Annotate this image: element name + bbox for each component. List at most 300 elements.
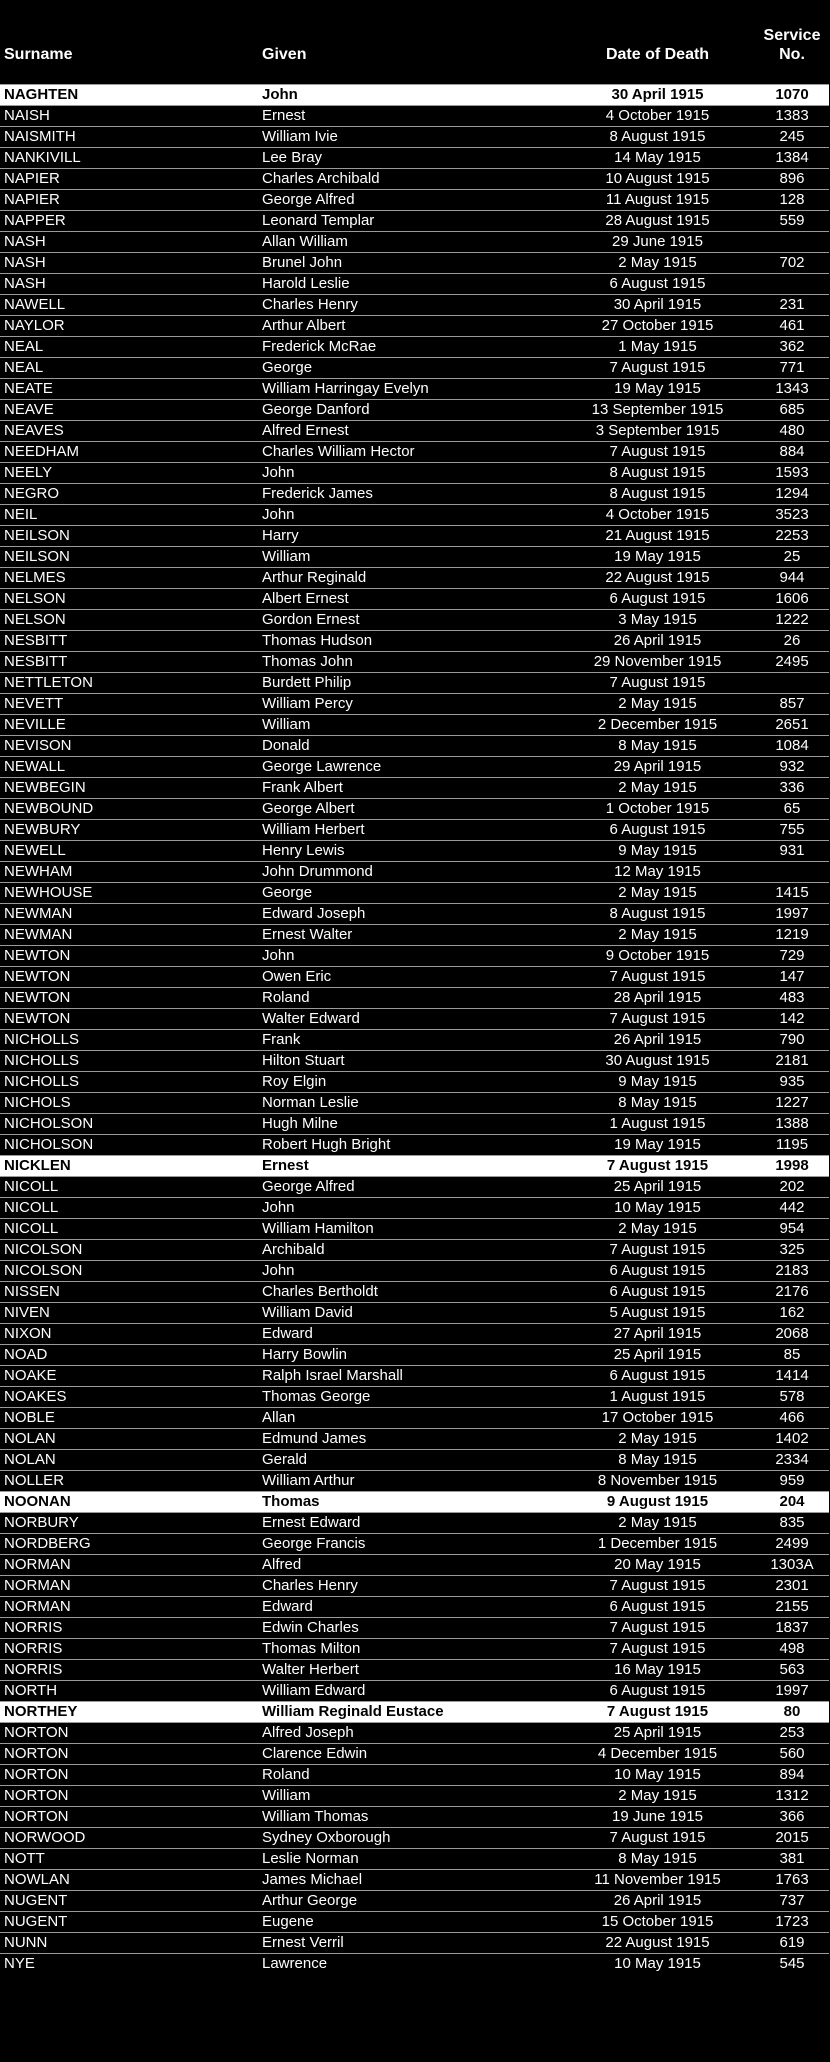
cell-date-of-death: 8 August 1915 (609, 485, 706, 502)
cell-surname: NISSEN (4, 1283, 60, 1300)
table-row (0, 778, 829, 799)
cell-surname: NUNN (4, 1934, 48, 1951)
cell-date-of-death: 27 April 1915 (613, 1325, 702, 1342)
cell-given: Albert Ernest (262, 590, 349, 607)
cell-surname: NASH (4, 254, 46, 271)
cell-surname: NORTON (4, 1766, 69, 1783)
cell-service-no: 755 (779, 821, 805, 838)
cell-service-no: 545 (779, 1955, 805, 1973)
cell-service-no: 381 (779, 1850, 805, 1867)
cell-date-of-death: 19 May 1915 (614, 380, 701, 397)
cell-date-of-death: 9 May 1915 (618, 842, 697, 859)
cell-surname: NEWALL (4, 758, 66, 775)
table-row (0, 1576, 829, 1597)
table-row (0, 1408, 829, 1429)
cell-service-no: 835 (779, 1514, 805, 1531)
table-row (0, 106, 829, 127)
cell-given: Roland (262, 989, 310, 1006)
cell-surname: NOLAN (4, 1451, 56, 1468)
cell-given: George (262, 359, 313, 376)
cell-given: George Lawrence (262, 758, 382, 775)
cell-given: Edward (262, 1325, 313, 1342)
cell-date-of-death: 2 May 1915 (618, 779, 697, 796)
cell-surname: NICOLSON (4, 1241, 83, 1258)
table-row (0, 400, 829, 421)
cell-service-no: 204 (755, 1492, 829, 1513)
cell-service-no: 480 (779, 422, 805, 439)
cell-surname: NORTON (4, 1724, 69, 1741)
table-row (0, 232, 829, 253)
cell-given: Charles William Hector (262, 443, 415, 460)
table-row (0, 1702, 829, 1723)
cell-given: George Alfred (262, 1178, 355, 1195)
cell-date-of-death: 10 May 1915 (614, 1955, 701, 1973)
cell-given: Lawrence (262, 1955, 328, 1973)
table-row (0, 1072, 829, 1093)
cell-given: William Hamilton (262, 1220, 374, 1237)
cell-service-no: 65 (783, 800, 801, 817)
cell-given: William (262, 716, 311, 733)
cell-service-no: 1402 (775, 1430, 809, 1447)
cell-surname: NESBITT (4, 632, 68, 649)
cell-service-no: 1606 (775, 590, 809, 607)
table-row (0, 1051, 829, 1072)
cell-date-of-death: 6 August 1915 (609, 590, 706, 607)
cell-date-of-death: 28 April 1915 (613, 989, 702, 1006)
cell-date-of-death: 17 October 1915 (601, 1409, 714, 1426)
cell-service-no: 142 (779, 1010, 805, 1027)
cell-service-no (755, 232, 829, 253)
cell-date-of-death: 29 June 1915 (612, 233, 703, 250)
table-row (0, 673, 829, 694)
table-row (0, 589, 829, 610)
cell-surname: NOWLAN (4, 1871, 70, 1888)
cell-service-no: 253 (779, 1724, 805, 1741)
table-row (0, 442, 829, 463)
cell-service-no: 1070 (755, 85, 829, 106)
table-row (0, 421, 829, 442)
table-row (0, 1240, 829, 1261)
cell-date-of-death: 26 April 1915 (613, 1892, 702, 1909)
cell-surname: NEILSON (4, 527, 70, 544)
table-row (0, 1114, 829, 1135)
cell-date-of-death: 8 May 1915 (618, 1850, 697, 1867)
table-row (0, 127, 829, 148)
table-row (0, 1156, 829, 1177)
cell-surname: NORTON (4, 1745, 69, 1762)
cell-given: William Herbert (262, 821, 365, 838)
cell-given: John Drummond (262, 863, 373, 880)
table-row (0, 1198, 829, 1219)
table-row (0, 883, 829, 904)
cell-date-of-death: 7 August 1915 (609, 1577, 706, 1594)
cell-surname: NOBLE (4, 1409, 55, 1426)
table-row (0, 1534, 829, 1555)
cell-date-of-death: 2 May 1915 (618, 926, 697, 943)
cell-date-of-death: 30 April 1915 (613, 296, 702, 313)
cell-date-of-death: 7 August 1915 (560, 1156, 755, 1177)
cell-given: Roy Elgin (262, 1073, 327, 1090)
table-row (0, 1429, 829, 1450)
cell-date-of-death: 10 May 1915 (614, 1199, 701, 1216)
cell-given: William (262, 1787, 311, 1804)
cell-date-of-death: 1 May 1915 (618, 338, 697, 355)
cell-surname: NICHOLLS (4, 1052, 80, 1069)
cell-date-of-death: 25 April 1915 (613, 1724, 702, 1741)
cell-surname: NELMES (4, 569, 66, 586)
cell-surname: NORMAN (4, 1556, 71, 1573)
cell-surname: NOTT (4, 1850, 45, 1867)
cell-given: Donald (262, 737, 310, 754)
cell-given: William David (262, 1304, 353, 1321)
cell-date-of-death: 1 December 1915 (597, 1535, 718, 1552)
cell-given: John (262, 464, 295, 481)
cell-given: William Harringay Evelyn (262, 380, 429, 397)
cell-date-of-death: 2 May 1915 (618, 1220, 697, 1237)
cell-service-no: 2176 (775, 1283, 809, 1300)
cell-surname: NORWOOD (4, 1829, 86, 1846)
cell-surname: NOLLER (4, 1472, 65, 1489)
cell-date-of-death: 27 October 1915 (601, 317, 714, 334)
table-row (0, 1093, 829, 1114)
cell-service-no: 162 (779, 1304, 805, 1321)
cell-given: Frank Albert (262, 779, 343, 796)
cell-given: Harry (262, 527, 299, 544)
cell-surname: NAPPER (4, 212, 66, 229)
cell-surname: NASH (4, 275, 46, 292)
cell-service-no: 578 (779, 1388, 805, 1405)
cell-service-no: 2334 (775, 1451, 809, 1468)
cell-date-of-death: 2 May 1915 (618, 1787, 697, 1804)
cell-given: Charles Henry (262, 1577, 358, 1594)
cell-surname: NEVILLE (4, 716, 66, 733)
cell-date-of-death: 6 August 1915 (609, 1598, 706, 1615)
cell-given: John (262, 947, 295, 964)
cell-given: Sydney Oxborough (262, 1829, 391, 1846)
cell-date-of-death: 8 August 1915 (609, 128, 706, 145)
cell-service-no: 931 (779, 842, 805, 859)
cell-surname: NORTON (4, 1787, 69, 1804)
table-row (0, 484, 829, 505)
cell-surname: NEELY (4, 464, 53, 481)
cell-service-no: 3523 (775, 506, 809, 523)
cell-service-no: 498 (779, 1640, 805, 1657)
cell-surname: NEVISON (4, 737, 72, 754)
cell-date-of-death: 7 August 1915 (609, 1640, 706, 1657)
cell-given: Harry Bowlin (262, 1346, 348, 1363)
table-row (0, 1366, 829, 1387)
cell-date-of-death: 8 May 1915 (618, 1451, 697, 1468)
cell-date-of-death: 26 April 1915 (613, 632, 702, 649)
cell-surname: NICOLL (4, 1178, 59, 1195)
cell-surname: NEILSON (4, 548, 70, 565)
cell-service-no: 932 (779, 758, 805, 775)
cell-surname: NICHOLSON (4, 1115, 94, 1132)
table-row (0, 295, 829, 316)
cell-date-of-death: 4 October 1915 (605, 107, 710, 124)
cell-given: Burdett Philip (262, 674, 352, 691)
cell-given: Alfred (262, 1556, 302, 1573)
table-row (0, 1681, 829, 1702)
cell-date-of-death: 7 August 1915 (609, 1829, 706, 1846)
cell-service-no: 560 (779, 1745, 805, 1762)
cell-surname: NOAD (4, 1346, 48, 1363)
table-row (0, 1849, 829, 1870)
cell-given: Walter Herbert (262, 1661, 359, 1678)
cell-surname: NELSON (4, 611, 66, 628)
cell-surname: NICHOLLS (4, 1031, 80, 1048)
cell-surname: NEAL (4, 359, 44, 376)
cell-given: William Arthur (262, 1472, 355, 1489)
cell-given: William (262, 548, 311, 565)
cell-service-no: 1222 (775, 611, 809, 628)
table-row (0, 820, 829, 841)
cell-date-of-death: 6 August 1915 (609, 1682, 706, 1699)
cell-surname: NORMAN (4, 1598, 71, 1615)
cell-service-no: 959 (779, 1472, 805, 1489)
cell-given: Edward Joseph (262, 905, 366, 922)
header-surname: Surname (4, 46, 73, 63)
cell-service-no: 202 (779, 1178, 805, 1195)
cell-surname: NEWTON (4, 968, 71, 985)
cell-service-no: 362 (779, 338, 805, 355)
cell-service-no: 245 (779, 128, 805, 145)
cell-surname: NORDBERG (4, 1535, 91, 1552)
cell-given: Clarence Edwin (262, 1745, 368, 1762)
cell-surname: NEWHOUSE (4, 884, 93, 901)
cell-given: Allan William (262, 233, 348, 250)
header-service-no: Service No. (763, 27, 821, 63)
cell-surname: NICHOLLS (4, 1073, 80, 1090)
table-body (0, 85, 829, 1975)
cell-date-of-death: 2 May 1915 (618, 695, 697, 712)
cell-given: Frank (262, 1031, 301, 1048)
cell-service-no: 25 (783, 548, 801, 565)
table-row (0, 1009, 829, 1030)
cell-date-of-death: 19 June 1915 (612, 1808, 703, 1825)
cell-given: George Albert (262, 800, 355, 817)
table-row (0, 211, 829, 232)
cell-service-no: 1837 (775, 1619, 809, 1636)
table-row (0, 1912, 829, 1933)
cell-surname: NAWELL (4, 296, 66, 313)
cell-surname: NORRIS (4, 1619, 63, 1636)
table-row (0, 1345, 829, 1366)
cell-given: Lee Bray (262, 149, 323, 166)
cell-given: Thomas John (262, 653, 353, 670)
cell-given: William Reginald Eustace (258, 1702, 560, 1723)
cell-service-no: 935 (779, 1073, 805, 1090)
cell-service-no: 1415 (775, 884, 809, 901)
cell-surname: NESBITT (4, 653, 68, 670)
cell-surname: NEWMAN (4, 905, 73, 922)
cell-service-no: 85 (783, 1346, 801, 1363)
cell-given: Charles Henry (262, 296, 358, 313)
cell-service-no: 884 (779, 443, 805, 460)
cell-date-of-death: 4 October 1915 (605, 506, 710, 523)
cell-service-no: 147 (779, 968, 805, 985)
cell-given: George Danford (262, 401, 370, 418)
table-row (0, 1639, 829, 1660)
table-row (0, 1261, 829, 1282)
cell-given: Edmund James (262, 1430, 367, 1447)
cell-surname: NAGHTEN (0, 85, 258, 106)
cell-surname: NORMAN (4, 1577, 71, 1594)
cell-given: Gordon Ernest (262, 611, 360, 628)
cell-service-no: 466 (779, 1409, 805, 1426)
cell-date-of-death: 1 October 1915 (605, 800, 710, 817)
cell-date-of-death: 9 May 1915 (618, 1073, 697, 1090)
cell-service-no: 1998 (755, 1156, 829, 1177)
cell-date-of-death: 11 November 1915 (594, 1871, 721, 1888)
table-row (0, 1933, 829, 1954)
cell-service-no: 1763 (775, 1871, 809, 1888)
cell-service-no: 2253 (775, 527, 809, 544)
cell-date-of-death: 7 August 1915 (609, 1241, 706, 1258)
table-row (0, 253, 829, 274)
table-row (0, 946, 829, 967)
cell-service-no (755, 862, 829, 883)
table-row (0, 316, 829, 337)
cell-date-of-death: 8 August 1915 (609, 905, 706, 922)
cell-date-of-death: 2 May 1915 (618, 1430, 697, 1447)
cell-date-of-death: 7 August 1915 (609, 968, 706, 985)
cell-given: Leonard Templar (262, 212, 375, 229)
cell-service-no: 26 (783, 632, 801, 649)
cell-service-no: 2651 (775, 716, 809, 733)
cell-surname: NETTLETON (4, 674, 93, 691)
cell-surname: NORRIS (4, 1661, 63, 1678)
cell-surname: NORTON (4, 1808, 69, 1825)
cell-date-of-death: 9 August 1915 (560, 1492, 755, 1513)
cell-service-no: 1384 (775, 149, 809, 166)
cell-surname: NEWHAM (4, 863, 73, 880)
table-row (0, 1870, 829, 1891)
cell-date-of-death: 20 May 1915 (614, 1556, 701, 1573)
cell-service-no: 1593 (775, 464, 809, 481)
cell-service-no: 944 (779, 569, 805, 586)
cell-given: John (262, 1262, 295, 1279)
cell-given: Roland (262, 1766, 310, 1783)
cell-service-no: 2068 (775, 1325, 809, 1342)
cell-surname: NOAKES (4, 1388, 67, 1405)
cell-service-no: 80 (755, 1702, 829, 1723)
cell-date-of-death: 29 November 1915 (593, 653, 722, 670)
cell-service-no: 771 (779, 359, 805, 376)
table-row (0, 190, 829, 211)
table-row (0, 631, 829, 652)
table-row (0, 1471, 829, 1492)
cell-service-no: 366 (779, 1808, 805, 1825)
cell-given: Edwin Charles (262, 1619, 359, 1636)
table-row (0, 169, 829, 190)
cell-given: Walter Edward (262, 1010, 360, 1027)
cell-surname: NUGENT (4, 1913, 68, 1930)
cell-surname: NEGRO (4, 485, 60, 502)
cell-date-of-death: 6 August 1915 (609, 821, 706, 838)
cell-surname: NASH (4, 233, 46, 250)
cell-date-of-death: 7 August 1915 (609, 443, 706, 460)
cell-service-no: 1388 (775, 1115, 809, 1132)
cell-given: Thomas (258, 1492, 560, 1513)
table-row (0, 505, 829, 526)
table-row (0, 526, 829, 547)
cell-surname: NEWTON (4, 947, 71, 964)
cell-given: Edward (262, 1598, 313, 1615)
cell-service-no: 231 (779, 296, 805, 313)
cell-given: George (262, 884, 313, 901)
table-row (0, 1555, 829, 1576)
cell-given: William Thomas (262, 1808, 369, 1825)
cell-date-of-death: 25 April 1915 (613, 1178, 702, 1195)
cell-service-no: 2495 (775, 653, 809, 670)
cell-date-of-death: 4 December 1915 (597, 1745, 718, 1762)
cell-date-of-death: 7 August 1915 (609, 1010, 706, 1027)
cell-given: Alfred Ernest (262, 422, 349, 439)
cell-service-no: 461 (779, 317, 805, 334)
cell-service-no: 1227 (775, 1094, 809, 1111)
cell-date-of-death: 6 August 1915 (609, 1367, 706, 1384)
cell-date-of-death: 7 August 1915 (609, 1619, 706, 1636)
cell-given: Allan (262, 1409, 296, 1426)
cell-surname: NAPIER (4, 170, 60, 187)
cell-date-of-death: 2 December 1915 (597, 716, 718, 733)
cell-date-of-death: 6 August 1915 (609, 1283, 706, 1300)
table-row (0, 1891, 829, 1912)
cell-surname: NAYLOR (4, 317, 65, 334)
cell-service-no: 1414 (775, 1367, 809, 1384)
table-row (0, 736, 829, 757)
table-row (0, 1135, 829, 1156)
cell-date-of-death: 7 August 1915 (609, 359, 706, 376)
cell-service-no: 1343 (775, 380, 809, 397)
cell-service-no: 2181 (775, 1052, 809, 1069)
table-row (0, 967, 829, 988)
cell-surname: NOAKE (4, 1367, 57, 1384)
cell-date-of-death: 29 April 1915 (613, 758, 702, 775)
cell-date-of-death: 10 May 1915 (614, 1766, 701, 1783)
cell-date-of-death: 28 August 1915 (605, 212, 710, 229)
cell-given: Henry Lewis (262, 842, 345, 859)
cell-given: Charles Bertholdt (262, 1283, 378, 1300)
table-header (0, 0, 829, 85)
table-row (0, 799, 829, 820)
header-given: Given (262, 46, 307, 63)
cell-service-no: 737 (779, 1892, 805, 1909)
cell-surname: NEAL (4, 338, 44, 355)
table-row (0, 1660, 829, 1681)
cell-date-of-death: 12 May 1915 (614, 863, 701, 880)
cell-surname: NICHOLS (4, 1094, 71, 1111)
cell-date-of-death: 11 August 1915 (605, 191, 710, 208)
table-row (0, 1786, 829, 1807)
cell-given: Thomas Hudson (262, 632, 373, 649)
cell-surname: NEWBURY (4, 821, 81, 838)
cell-service-no: 1997 (775, 1682, 809, 1699)
cell-surname: NORBURY (4, 1514, 79, 1531)
table-row (0, 148, 829, 169)
cell-service-no: 1383 (775, 107, 809, 124)
cell-given: John (258, 85, 560, 106)
cell-date-of-death: 8 May 1915 (618, 1094, 697, 1111)
table-row (0, 1723, 829, 1744)
cell-given: John (262, 1199, 295, 1216)
cell-date-of-death: 2 May 1915 (618, 884, 697, 901)
cell-date-of-death: 30 April 1915 (560, 85, 755, 106)
cell-surname: NEATE (4, 380, 53, 397)
cell-date-of-death: 13 September 1915 (591, 401, 724, 418)
cell-service-no: 619 (779, 1934, 805, 1951)
